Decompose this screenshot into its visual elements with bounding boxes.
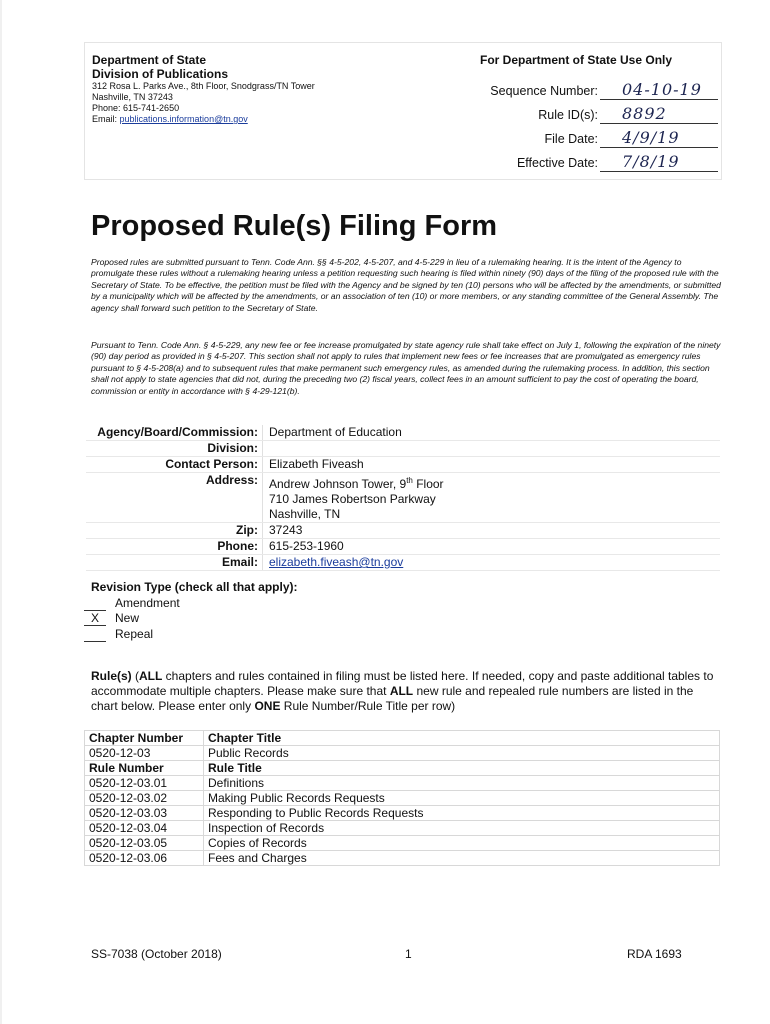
rule-number: 0520-12-03.04 <box>85 821 204 836</box>
rule-ids-line <box>600 123 718 124</box>
phone-row <box>86 539 720 555</box>
publisher-email-line <box>92 114 422 125</box>
address-label: Address: <box>86 473 263 523</box>
rule-number: 0520-12-03.01 <box>85 776 204 791</box>
file-date-label: File Date: <box>544 132 598 146</box>
rule-title-header: Rule Title <box>204 761 720 776</box>
rule-title: Copies of Records <box>204 836 720 851</box>
rule-ids-row <box>440 106 720 126</box>
table-row <box>85 821 720 836</box>
zip-value: 37243 <box>263 523 721 539</box>
rule-ids-value: 8892 <box>622 104 667 123</box>
chapter-title-header: Chapter Title <box>204 731 720 746</box>
address-value <box>263 473 721 523</box>
sequence-number-value: 04-10-19 <box>622 80 702 99</box>
rule-number: 0520-12-03.06 <box>85 851 204 866</box>
zip-row <box>86 523 720 539</box>
table-row <box>85 791 720 806</box>
rules-intro-text-1: ( <box>131 669 140 683</box>
rule-title: Fees and Charges <box>204 851 720 866</box>
chapter-header-row <box>85 731 720 746</box>
revision-label-amendment: Amendment <box>115 596 180 610</box>
table-row <box>85 836 720 851</box>
publisher-phone: Phone: 615-741-2650 <box>92 103 180 113</box>
rda-number: RDA 1693 <box>627 947 682 961</box>
division-row <box>86 441 720 457</box>
effective-date-value: 7/8/19 <box>622 152 680 171</box>
rule-title: Definitions <box>204 776 720 791</box>
rules-intro-bold-2: ALL <box>139 669 163 683</box>
fee-paragraph: Pursuant to Tenn. Code Ann. § 4-5-229, any new fee or fee increase promulgated by state agency rule shall take effect on July 1, following the expiration of the ninety (90) day period as provided in § 4-5-207. This section shall not apply to rules that implement new fees or fee increases that are promulgated as emergency rules pursuant to § 4-5-208(a) and to subsequent rules that make permanent such emergency rules, as amended during the rulemaking process. In addition, this section shall not apply to state agencies that did not, during the preceding two (2) fiscal years, collect fees in an amount sufficient to pay the cost of operating the board, commission or entity in accordance with § 4-29-121(b). <box>91 340 721 396</box>
address-row <box>86 473 720 523</box>
form-id: SS-7038 (October 2018) <box>91 947 222 961</box>
phone-label: Phone: <box>86 539 263 555</box>
contact-row <box>86 457 720 473</box>
email-row <box>86 555 720 571</box>
publisher-email-label: Email: <box>92 114 120 124</box>
department-name: Department of State <box>92 53 207 67</box>
rules-intro-bold-4: ONE <box>254 699 281 713</box>
publisher-city: Nashville, TN 37243 <box>92 92 173 102</box>
file-date-row <box>440 130 720 150</box>
contact-value: Elizabeth Fiveash <box>263 457 721 473</box>
agency-info-table <box>86 425 720 571</box>
publisher-address: 312 Rosa L. Parks Ave., 8th Floor, Snodgrass/TN Tower <box>92 81 315 91</box>
rule-number: 0520-12-03.05 <box>85 836 204 851</box>
effective-date-line <box>600 171 718 172</box>
publisher-block <box>92 53 422 125</box>
intro-paragraph: Proposed rules are submitted pursuant to Tenn. Code Ann. §§ 4-5-202, 4-5-207, and 4-5-229 in lieu of a rulemaking hearing. It is the intent of the Agency to promulgate these rules without a rulemaking hearing unless a petition requesting such hearing is filed within ninety (90) days of the filing of the proposed rule with the Secretary of State. To be effective, the petition must be filed with the Agency and be signed by ten (10) persons who will be affected by the amendments, or submitted by a municipality which will be affected by the amendments, or an association of ten (10) or more members, or any standing committee of the General Assembly. The agency shall forward such petition to the Secretary of State. <box>91 257 721 313</box>
rule-title: Inspection of Records <box>204 821 720 836</box>
rule-title: Making Public Records Requests <box>204 791 720 806</box>
revision-checkbox-new[interactable]: X <box>84 611 106 626</box>
agency-value: Department of Education <box>263 425 721 441</box>
revision-label-repeal: Repeal <box>115 627 154 641</box>
file-date-line <box>600 147 718 148</box>
chapter-row <box>85 746 720 761</box>
rules-intro-bold-1: Rule(s) <box>91 669 132 683</box>
division-label: Division: <box>86 441 263 457</box>
rules-instructions <box>91 669 721 714</box>
chapter-number: 0520-12-03 <box>85 746 204 761</box>
email-label: Email: <box>86 555 263 571</box>
rules-intro-text-3: new rule and repealed rule numbers are listed in the chart below. Please enter only <box>91 684 694 713</box>
chapter-title: Public Records <box>204 746 720 761</box>
revision-label-new: New <box>115 611 140 625</box>
rules-intro-bold-3: ALL <box>389 684 414 698</box>
state-use-only-heading: For Department of State Use Only <box>480 53 673 67</box>
table-row <box>85 851 720 866</box>
revision-checkbox-repeal[interactable] <box>84 627 106 642</box>
chapter-number-header: Chapter Number <box>85 731 204 746</box>
rule-title: Responding to Public Records Requests <box>204 806 720 821</box>
rules-intro-text-4: Rule Number/Rule Title per row) <box>280 699 456 713</box>
scan-edge <box>0 0 2 1024</box>
sequence-number-label: Sequence Number: <box>490 84 598 98</box>
effective-date-row <box>440 154 720 174</box>
page-title: Proposed Rule(s) Filing Form <box>91 210 498 242</box>
rule-number-header: Rule Number <box>85 761 204 776</box>
effective-date-label: Effective Date: <box>516 156 598 170</box>
contact-email-link[interactable]: elizabeth.fiveash@tn.gov <box>269 555 404 569</box>
file-date-value: 4/9/19 <box>622 128 680 147</box>
sequence-number-row <box>440 82 720 102</box>
address-line-3: Nashville, TN <box>269 507 341 521</box>
publisher-email-link[interactable]: publications.information@tn.gov <box>119 114 248 124</box>
revision-type-heading: Revision Type (check all that apply): <box>91 580 298 594</box>
zip-label: Zip: <box>86 523 263 539</box>
table-row <box>85 776 720 791</box>
address-line-1: Andrew Johnson Tower, 9th Floor <box>269 476 444 491</box>
rules-intro-text-2: chapters and rules contained in filing must be listed here. If needed, copy and paste additional tables to accommodate multiple chapters. Please make sure that <box>91 669 714 698</box>
rule-header-row <box>85 761 720 776</box>
page-number: 1 <box>405 947 412 961</box>
phone-value: 615-253-1960 <box>263 539 721 555</box>
address-line-2: 710 James Robertson Parkway <box>269 492 436 506</box>
table-row <box>85 806 720 821</box>
rule-ids-label: Rule ID(s): <box>538 108 598 122</box>
division-value <box>263 441 721 457</box>
email-cell <box>263 555 721 571</box>
agency-label: Agency/Board/Commission: <box>86 425 263 441</box>
agency-row <box>86 425 720 441</box>
rule-number: 0520-12-03.02 <box>85 791 204 806</box>
rules-table <box>84 730 720 866</box>
division-name: Division of Publications <box>92 67 229 81</box>
rule-number: 0520-12-03.03 <box>85 806 204 821</box>
sequence-number-line <box>600 99 718 100</box>
revision-checkbox-amendment[interactable] <box>84 596 106 611</box>
contact-label: Contact Person: <box>86 457 263 473</box>
